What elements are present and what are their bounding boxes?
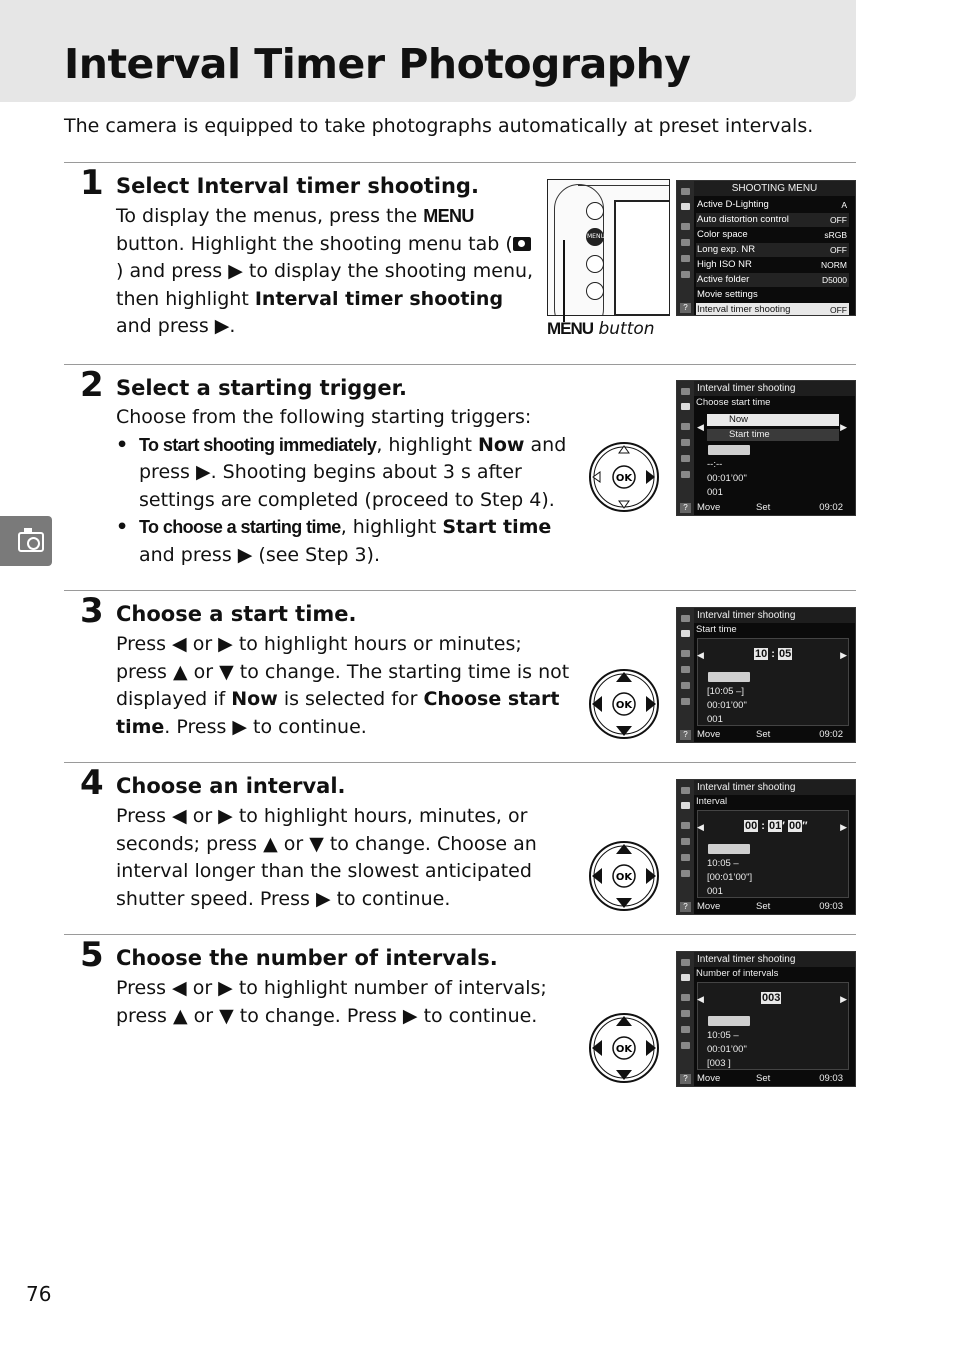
- divider: [64, 364, 856, 365]
- menu-item: Auto distortion control OFF: [697, 214, 847, 225]
- screen-title: Interval timer shooting: [694, 381, 855, 396]
- menu-item-selected: Interval timer shooting OFF: [697, 304, 847, 315]
- step-body: Press ◀ or ▶ to highlight number of intervals; press ▲ or ▼ to change. Press ▶ to continue.: [116, 977, 547, 1027]
- step-heading: Select a starting trigger.: [116, 376, 407, 400]
- interval-line: [00:01’00"]: [707, 872, 753, 883]
- heading-text: .: [470, 174, 479, 198]
- body-text: ) and press ▶ to display the shooting menu, then highlight: [116, 260, 534, 310]
- trigger-list: [116, 432, 576, 570]
- divider: [64, 934, 856, 935]
- step-heading: [116, 174, 479, 198]
- callout-line: [563, 240, 565, 322]
- screen-subtitle: Choose start time: [696, 397, 771, 408]
- mode-indicator: [708, 445, 750, 455]
- svg-text:OK: OK: [615, 1044, 633, 1055]
- menu-item: Movie settings: [697, 289, 758, 300]
- screen-subtitle: Interval: [696, 796, 728, 807]
- help-icon: ?: [680, 303, 691, 313]
- menu-item: High ISO NR NORM: [697, 259, 847, 270]
- divider: [64, 590, 856, 591]
- right-arrow-icon: ▶: [840, 822, 847, 832]
- caption-button-word: button: [593, 319, 655, 339]
- interval-line: 00:01’00": [707, 473, 747, 484]
- option-start-time: Start time: [707, 429, 839, 441]
- start-line: [10:05 –]: [707, 686, 744, 697]
- right-arrow-icon: ▶: [840, 422, 847, 432]
- svg-text:OK: OK: [615, 700, 633, 711]
- start-line: --:--: [707, 459, 723, 470]
- step-heading: Choose the number of intervals.: [116, 946, 498, 970]
- interval-digits: 00 : 01′ 00″: [745, 820, 808, 832]
- step-heading: Choose a start time.: [116, 602, 357, 626]
- help-icon: ?: [680, 1074, 691, 1084]
- left-arrow-icon: ◀: [697, 994, 704, 1004]
- count-digits: 003: [762, 992, 781, 1004]
- camera-icon: [513, 237, 531, 251]
- step-body: Press ◀ or ▶ to highlight hours or minutes; press ▲ or ▼ to change. The starting time is not displayed if Now is selected for Choose start time. Press ▶ to continue.: [116, 633, 570, 738]
- interval-line: 00:01’00": [707, 700, 747, 711]
- shooting-menu-screen: [676, 180, 856, 316]
- body-text: To display the menus, press the: [116, 205, 424, 227]
- menu-tab-strip: [677, 780, 694, 914]
- body-text: button. Highlight the shooting menu tab (: [116, 232, 513, 255]
- menu-button-caption: [547, 319, 655, 339]
- step-number: 4: [80, 763, 104, 803]
- list-item: • To start shooting immediately, highlight Now and press ▶. Shooting begins about 3 s after settings are completed (proceed to Step 4).: [116, 432, 576, 515]
- screen-title: SHOOTING MENU: [694, 181, 855, 196]
- camera-icon: [18, 532, 44, 552]
- camera-back-illustration: [547, 179, 670, 316]
- mode-indicator: [708, 672, 750, 682]
- menu-word: MENU: [423, 206, 474, 226]
- info-button-icon: [586, 255, 604, 273]
- right-arrow-icon: ▶: [840, 650, 847, 660]
- side-tab[interactable]: [0, 516, 52, 566]
- screen-footer: Move Set 09:02: [697, 729, 843, 740]
- screen-subtitle: Start time: [696, 624, 737, 635]
- count-line: 001: [707, 886, 723, 897]
- step-number: 1: [80, 163, 104, 203]
- svg-text:OK: OK: [615, 473, 633, 484]
- start-line: 10:05 –: [707, 858, 739, 869]
- left-arrow-icon: ◀: [697, 822, 704, 832]
- start-line: 10:05 –: [707, 1030, 739, 1041]
- multi-selector-icon: [588, 1012, 660, 1084]
- step-number: 2: [80, 365, 104, 405]
- step-body: Press ◀ or ▶ to highlight hours, minutes, or seconds; press ▲ or ▼ to change. Choose an interval longer than the slowest anticipated shutter speed. Press ▶ to continue.: [116, 805, 537, 910]
- heading-text: Select: [116, 174, 197, 198]
- camera-lcd: [614, 200, 670, 316]
- screen-title: Interval timer shooting: [694, 780, 855, 795]
- menu-item: Color space sRGB: [697, 229, 847, 240]
- menu-item: Active D-Lighting A: [697, 199, 847, 210]
- screen-footer: Move Set 09:03: [697, 1073, 843, 1084]
- mode-indicator: [708, 844, 750, 854]
- body-text: and press ▶.: [116, 315, 236, 337]
- help-icon: ?: [680, 503, 691, 513]
- step-number: 5: [80, 935, 104, 975]
- menu-button-icon: MENU: [586, 228, 604, 246]
- multi-selector-icon: [588, 441, 660, 513]
- menu-tab-strip: [677, 608, 694, 742]
- screen-title: Interval timer shooting: [694, 608, 855, 623]
- mode-indicator: [708, 1016, 750, 1026]
- menu-tab-strip: [677, 381, 694, 515]
- menu-item: Active folder D5000: [697, 274, 847, 285]
- count-line: 001: [707, 487, 723, 498]
- screen-footer: Move Set 09:03: [697, 901, 843, 912]
- divider: [64, 162, 856, 163]
- interval-screen: [676, 779, 856, 915]
- step-body: [116, 203, 536, 341]
- caption-menu-word: MENU: [547, 319, 594, 338]
- time-digits: 10 : 05: [755, 648, 792, 660]
- heading-bold: Interval timer shooting: [196, 174, 471, 198]
- intro-text: The camera is equipped to take photographs automatically at preset intervals.: [64, 115, 814, 137]
- step-heading: Choose an interval.: [116, 774, 346, 798]
- list-item: • To choose a starting time, highlight Start time and press ▶ (see Step 3).: [116, 514, 576, 569]
- multi-selector-icon: [588, 840, 660, 912]
- count-line: [003 ]: [707, 1058, 731, 1069]
- menu-tab-strip: [677, 181, 694, 315]
- right-arrow-icon: ▶: [840, 994, 847, 1004]
- condition-text: To start shooting immediately: [139, 434, 377, 455]
- left-arrow-icon: ◀: [697, 422, 704, 432]
- screen-footer: Move Set 09:02: [697, 502, 843, 513]
- step-body: [116, 404, 576, 569]
- help-icon: ?: [680, 902, 691, 912]
- step-number: 3: [80, 591, 104, 631]
- svg-text:OK: OK: [615, 872, 633, 883]
- condition-text: To choose a starting time: [139, 517, 341, 537]
- left-arrow-icon: ◀: [697, 650, 704, 660]
- divider: [64, 762, 856, 763]
- camera-top-edge: [578, 180, 670, 186]
- page-title: Interval Timer Photography: [64, 40, 691, 88]
- screen-subtitle: Number of intervals: [696, 968, 779, 979]
- menu-tab-strip: [677, 952, 694, 1086]
- count-line: 001: [707, 714, 723, 725]
- body-bold: Interval timer shooting: [254, 287, 504, 310]
- multi-selector-icon: [588, 668, 660, 740]
- screen-title: Interval timer shooting: [694, 952, 855, 967]
- start-time-screen: [676, 607, 856, 743]
- page-number: 76: [26, 1282, 52, 1306]
- interval-line: 00:01’00": [707, 1044, 747, 1055]
- intervals-count-screen: [676, 951, 856, 1087]
- lead-text: Choose from the following starting triggers:: [116, 406, 532, 428]
- playback-button-icon: [586, 202, 604, 220]
- option-now: Now: [707, 414, 839, 426]
- menu-item: Long exp. NR OFF: [697, 244, 847, 255]
- zoom-button-icon: [586, 282, 604, 300]
- help-icon: ?: [680, 730, 691, 740]
- trigger-screen: [676, 380, 856, 516]
